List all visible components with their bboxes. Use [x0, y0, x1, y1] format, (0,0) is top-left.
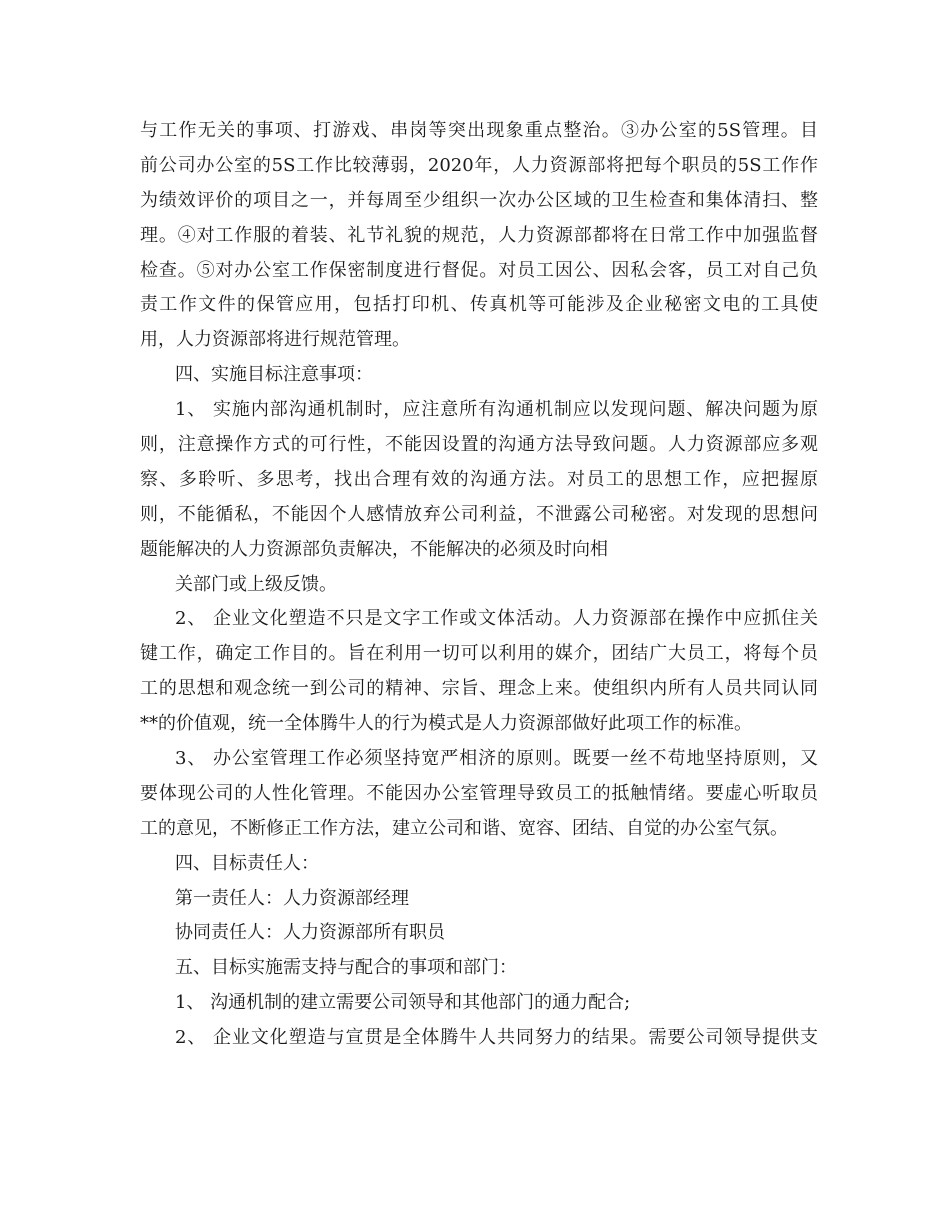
text-line: 协同责任人：人力资源部所有职员: [175, 922, 445, 944]
text-line: 则，不能循私，不能因个人感情放弃公司利益，不泄露公司秘密。对发现的思想问: [140, 503, 818, 525]
section-heading: 四、实施目标注意事项：: [175, 364, 373, 386]
text-line: 关部门或上级反馈。: [175, 573, 337, 595]
text-line: 则，注意操作方式的可行性，不能因设置的沟通方法导致问题。人力资源部应多观: [140, 434, 818, 456]
text-line: 察、多聆听、多思考，找出合理有效的沟通方法。对员工的思想工作，应把握原: [140, 468, 818, 490]
section-heading: 五、目标实施需支持与配合的事项和部门：: [175, 957, 517, 979]
list-item-start: 3、 办公室管理工作必须坚持宽严相济的原则。既要一丝不苟地坚持原则，又: [175, 748, 818, 770]
text-line: 与工作无关的事项、打游戏、串岗等突出现象重点整治。③办公室的5S管理。目: [140, 120, 818, 141]
text-line: 键工作，确定工作目的。旨在利用一切可以利用的媒介，团结广大员工，将每个员: [140, 643, 818, 665]
text-line: 责工作文件的保管应用，包括打印机、传真机等可能涉及企业秘密文电的工具使: [140, 294, 818, 316]
text-line: 前公司办公室的5S工作比较薄弱，2020年，人力资源部将把每个职员的5S工作作: [140, 154, 818, 176]
text-line: 题能解决的人力资源部负责解决，不能解决的必须及时向相: [140, 538, 608, 560]
document-body: [140, 114, 818, 1056]
list-item-start: 2、 企业文化塑造与宣贯是全体腾牛人共同努力的结果。需要公司领导提供支: [175, 1027, 818, 1049]
text-line: 工的思想和观念统一到公司的精神、宗旨、理念上来。使组织内所有人员共同认同: [140, 678, 818, 700]
list-item-start: 1、 沟通机制的建立需要公司领导和其他部门的通力配合;: [175, 992, 631, 1014]
list-item-start: 2、 企业文化塑造不只是文字工作或文体活动。人力资源部在操作中应抓住关: [175, 608, 818, 630]
list-item-start: 1、 实施内部沟通机制时，应注意所有沟通机制应以发现问题、解决问题为原: [175, 399, 818, 421]
text-line: 理。④对工作服的着装、礼节礼貌的规范，人力资源部都将在日常工作中加强监督: [140, 224, 818, 246]
text-line: 要体现公司的人性化管理。不能因办公室管理导致员工的抵触情绪。要虚心听取员: [140, 782, 818, 804]
text-line: 用，人力资源部将进行规范管理。: [140, 329, 410, 351]
text-line: **的价值观，统一全体腾牛人的行为模式是人力资源部做好此项工作的标准。: [140, 713, 752, 735]
text-line: 第一责任人：人力资源部经理: [175, 887, 409, 909]
text-line: 工的意见，不断修正工作方法，建立公司和谐、宽容、团结、自觉的办公室气氛。: [140, 817, 788, 839]
section-heading: 四、目标责任人：: [175, 852, 319, 874]
text-line: 检查。⑤对办公室工作保密制度进行督促。对员工因公、因私会客，员工对自己负: [140, 259, 818, 281]
text-line: 为绩效评价的项目之一，并每周至少组织一次办公区域的卫生检查和集体清扫、整: [140, 189, 818, 211]
